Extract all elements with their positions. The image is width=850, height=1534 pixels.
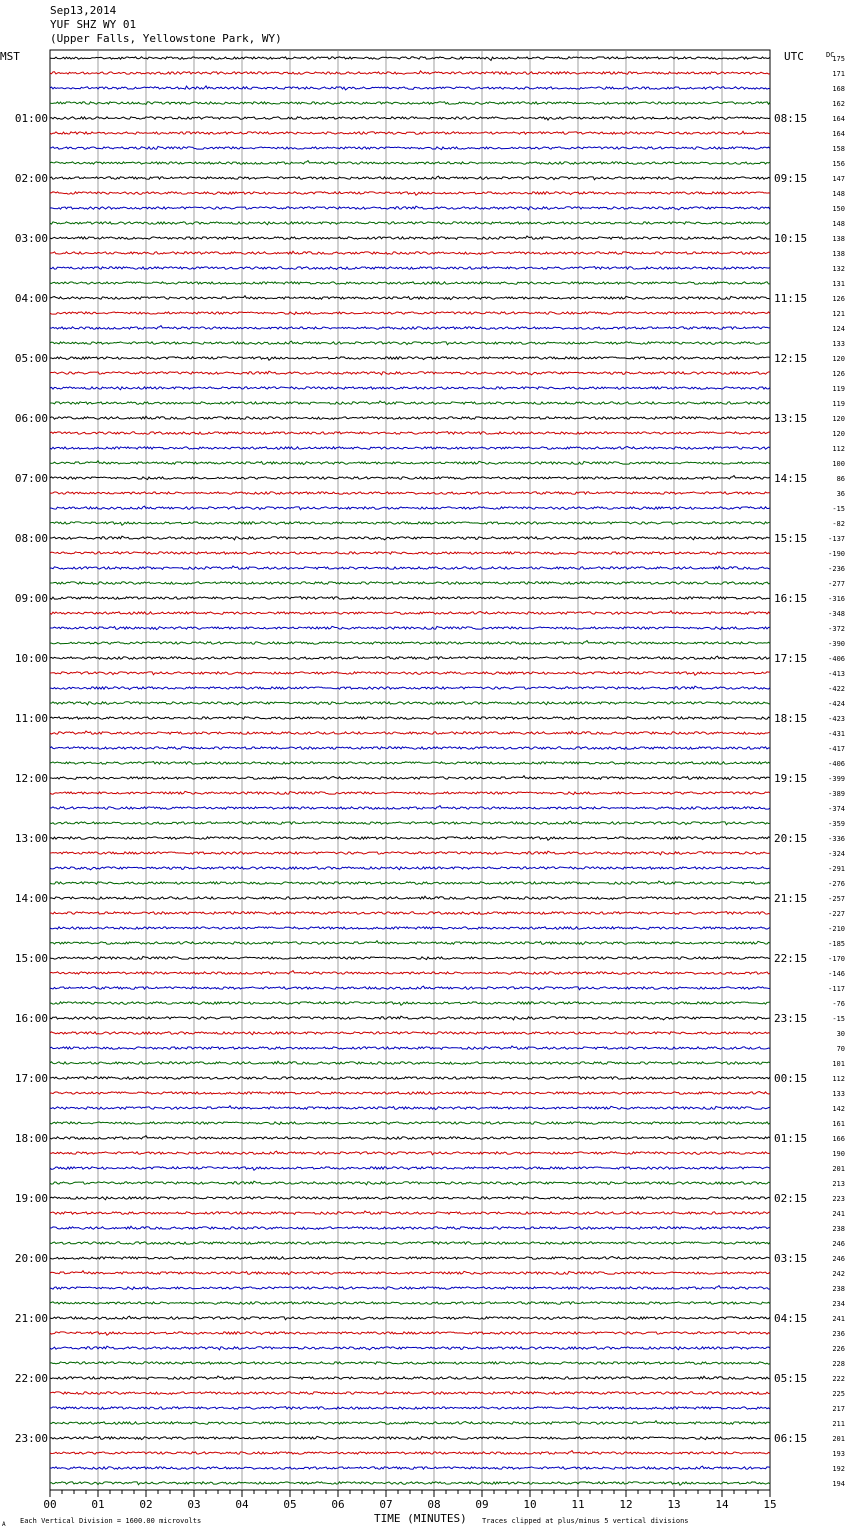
clipping-note: Traces clipped at plus/minus 5 vertical divisions (482, 1517, 689, 1525)
x-tick-label: 06 (331, 1498, 345, 1511)
x-tick-label: 11 (571, 1498, 585, 1511)
right-hour-label: 12:15 (774, 352, 808, 365)
dc-offset-label: 193 (832, 1450, 845, 1458)
dc-offset-label: -146 (828, 970, 845, 978)
seismic-trace (50, 416, 770, 419)
x-tick-label: 10 (523, 1498, 537, 1511)
seismic-trace (50, 86, 770, 90)
seismic-trace (50, 702, 770, 705)
dc-offset-label: 147 (832, 175, 845, 183)
right-hour-label: 05:15 (774, 1372, 808, 1385)
seismic-trace (50, 837, 770, 840)
dc-offset-label: -210 (828, 925, 845, 933)
dc-offset-label: 156 (832, 160, 845, 168)
seismic-trace (50, 1181, 770, 1185)
seismic-trace (50, 1092, 770, 1095)
seismic-trace (50, 1242, 770, 1245)
right-hour-label: 14:15 (774, 472, 808, 485)
seismic-trace (50, 912, 770, 915)
dc-offset-label: 158 (832, 145, 845, 153)
seismic-trace (50, 1046, 770, 1049)
dc-offset-label: 126 (832, 295, 845, 303)
vertical-division-note: Each Vertical Division = 1600.00 microvolts (20, 1517, 202, 1525)
dc-offset-label: -422 (828, 685, 845, 693)
dc-offset-label: -406 (828, 760, 845, 768)
seismic-trace (50, 626, 770, 629)
dc-offset-label: -236 (828, 565, 845, 573)
right-hour-label: 13:15 (774, 412, 808, 425)
right-hour-label: 01:15 (774, 1132, 808, 1145)
dc-offset-label: -190 (828, 550, 845, 558)
left-hour-label: 05:00 (14, 352, 48, 365)
dc-offset-label: 238 (832, 1285, 845, 1293)
dc-offset-label: -389 (828, 790, 845, 798)
seismic-trace (50, 971, 770, 975)
left-timezone-label: MST (0, 50, 20, 63)
seismic-trace (50, 401, 770, 404)
dc-offset-label: 132 (832, 265, 845, 273)
seismic-trace (50, 672, 770, 675)
seismic-trace (50, 371, 770, 375)
dc-offset-label: 119 (832, 385, 845, 393)
right-hour-label: 00:15 (774, 1072, 808, 1085)
dc-header-label: DC (826, 51, 835, 59)
dc-offset-label: 164 (832, 130, 845, 138)
dc-offset-label: 241 (832, 1315, 845, 1323)
x-tick-label: 04 (235, 1498, 249, 1511)
dc-offset-label: 226 (832, 1345, 845, 1353)
seismic-trace (50, 267, 770, 270)
left-hour-label: 14:00 (14, 892, 48, 905)
dc-offset-label: 211 (832, 1420, 845, 1428)
seismic-trace (50, 791, 770, 794)
left-hour-label: 23:00 (14, 1432, 48, 1445)
dc-offset-label: 148 (832, 190, 845, 198)
seismic-trace (50, 492, 770, 494)
plot-date: Sep13,2014 (50, 4, 117, 17)
dc-offset-label: -15 (832, 1015, 845, 1023)
left-hour-label: 02:00 (14, 172, 48, 185)
seismic-trace (50, 806, 770, 810)
dc-offset-label: 131 (832, 280, 845, 288)
dc-offset-label: 213 (832, 1180, 845, 1188)
seismic-trace (50, 71, 770, 74)
dc-offset-label: 70 (836, 1045, 845, 1053)
x-tick-label: 13 (667, 1498, 681, 1511)
x-tick-label: 07 (379, 1498, 393, 1511)
dc-offset-label: -424 (828, 700, 845, 708)
seismic-trace (50, 1077, 770, 1080)
left-hour-label: 21:00 (14, 1312, 48, 1325)
right-hour-label: 23:15 (774, 1012, 808, 1025)
dc-offset-label: -137 (828, 535, 845, 543)
seismic-trace (50, 1451, 770, 1455)
x-tick-label: 01 (91, 1498, 105, 1511)
dc-offset-label: -15 (832, 505, 845, 513)
seismic-trace (50, 1106, 770, 1110)
dc-offset-label: 168 (832, 85, 845, 93)
left-hour-label: 01:00 (14, 112, 48, 125)
left-hour-label: 13:00 (14, 832, 48, 845)
seismic-trace (50, 357, 770, 360)
seismic-trace (50, 1302, 770, 1304)
seismic-trace (50, 1122, 770, 1125)
seismic-trace (50, 941, 770, 945)
dc-offset-label: 142 (832, 1105, 845, 1113)
right-hour-label: 16:15 (774, 592, 808, 605)
seismic-trace (50, 57, 770, 61)
right-hour-label: 10:15 (774, 232, 808, 245)
seismic-trace (50, 641, 770, 645)
dc-offset-label: 238 (832, 1225, 845, 1233)
left-hour-label: 08:00 (14, 532, 48, 545)
seismic-trace (50, 656, 770, 659)
right-hour-label: 18:15 (774, 712, 808, 725)
seismic-trace (50, 476, 770, 480)
left-hour-label: 18:00 (14, 1132, 48, 1145)
right-timezone-label: UTC (784, 50, 804, 63)
x-tick-label: 05 (283, 1498, 297, 1511)
dc-offset-label: 171 (832, 70, 845, 78)
seismic-trace (50, 1392, 770, 1395)
dc-offset-label: 242 (832, 1270, 845, 1278)
seismic-trace (50, 1466, 770, 1469)
dc-offset-label: -76 (832, 1000, 845, 1008)
seismic-trace (50, 312, 770, 315)
seismic-trace (50, 1271, 770, 1275)
seismic-trace (50, 1226, 770, 1229)
dc-offset-label: -399 (828, 775, 845, 783)
station-location: (Upper Falls, Yellowstone Park, WY) (50, 32, 282, 45)
dc-offset-label: 36 (836, 490, 845, 498)
dc-offset-label: 30 (836, 1030, 845, 1038)
seismic-trace (50, 927, 770, 930)
dc-offset-label: 101 (832, 1060, 845, 1068)
left-hour-label: 09:00 (14, 592, 48, 605)
right-hour-label: 15:15 (774, 532, 808, 545)
seismic-trace (50, 881, 770, 884)
dc-offset-label: 126 (832, 370, 845, 378)
left-hour-label: 11:00 (14, 712, 48, 725)
seismic-trace (50, 1332, 770, 1335)
seismic-trace (50, 236, 770, 239)
seismic-trace (50, 762, 770, 765)
dc-offset-label: 112 (832, 445, 845, 453)
plot-frame (50, 50, 770, 1490)
dc-offset-label: -170 (828, 955, 845, 963)
seismic-trace (50, 1407, 770, 1410)
seismic-trace (50, 1316, 770, 1320)
dc-offset-label: 119 (832, 400, 845, 408)
dc-offset-label: 225 (832, 1390, 845, 1398)
left-hour-label: 15:00 (14, 952, 48, 965)
dc-offset-label: 121 (832, 310, 845, 318)
x-tick-label: 12 (619, 1498, 633, 1511)
dc-offset-label: -324 (828, 850, 845, 858)
right-hour-label: 04:15 (774, 1312, 808, 1325)
left-hour-label: 22:00 (14, 1372, 48, 1385)
seismic-trace (50, 717, 770, 720)
corner-mark: A (2, 1521, 6, 1528)
seismic-trace (50, 686, 770, 689)
dc-offset-label: 120 (832, 355, 845, 363)
seismic-trace (50, 447, 770, 450)
dc-offset-label: 201 (832, 1435, 845, 1443)
x-axis-title: TIME (MINUTES) (374, 1512, 467, 1525)
dc-offset-label: 148 (832, 220, 845, 228)
x-tick-label: 08 (427, 1498, 441, 1511)
seismic-trace (50, 1032, 770, 1035)
right-hour-label: 20:15 (774, 832, 808, 845)
dc-offset-label: 241 (832, 1210, 845, 1218)
dc-offset-label: -336 (828, 835, 845, 843)
seismic-trace (50, 1257, 770, 1260)
seismic-trace (50, 131, 770, 134)
left-hour-label: 07:00 (14, 472, 48, 485)
seismic-trace (50, 296, 770, 300)
seismic-trace (50, 432, 770, 435)
left-hour-label: 06:00 (14, 412, 48, 425)
right-hour-label: 09:15 (774, 172, 808, 185)
x-tick-label: 09 (475, 1498, 489, 1511)
dc-offset-label: 234 (832, 1300, 845, 1308)
seismic-trace (50, 206, 770, 210)
seismic-trace (50, 552, 770, 554)
seismic-trace (50, 821, 770, 825)
seismic-trace (50, 1151, 770, 1155)
seismic-trace (50, 522, 770, 525)
dc-offset-label: -431 (828, 730, 845, 738)
dc-offset-label: 175 (832, 55, 845, 63)
seismic-trace (50, 251, 770, 254)
dc-offset-label: 246 (832, 1255, 845, 1263)
dc-offset-label: 100 (832, 460, 845, 468)
seismic-trace (50, 1376, 770, 1379)
right-hour-label: 17:15 (774, 652, 808, 665)
seismic-trace (50, 1482, 770, 1485)
dc-offset-label: -316 (828, 595, 845, 603)
dc-offset-label: 192 (832, 1465, 845, 1473)
dc-offset-label: 86 (836, 475, 845, 483)
left-hour-label: 19:00 (14, 1192, 48, 1205)
dc-offset-label: -390 (828, 640, 845, 648)
seismic-trace (50, 117, 770, 120)
seismic-trace (50, 1197, 770, 1200)
seismic-trace (50, 282, 770, 285)
dc-offset-label: 112 (832, 1075, 845, 1083)
dc-offset-label: 236 (832, 1330, 845, 1338)
dc-offset-label: -185 (828, 940, 845, 948)
right-hour-label: 03:15 (774, 1252, 808, 1265)
dc-offset-label: 138 (832, 250, 845, 258)
dc-offset-label: -291 (828, 865, 845, 873)
station-code: YUF SHZ WY 01 (50, 18, 137, 31)
seismic-trace (50, 461, 770, 465)
right-hour-label: 11:15 (774, 292, 808, 305)
dc-offset-label: -227 (828, 910, 845, 918)
x-tick-label: 00 (43, 1498, 57, 1511)
dc-offset-label: -406 (828, 655, 845, 663)
seismic-trace (50, 1346, 770, 1350)
dc-offset-label: 222 (832, 1375, 845, 1383)
seismic-trace (50, 597, 770, 600)
dc-offset-label: 164 (832, 115, 845, 123)
dc-offset-label: -276 (828, 880, 845, 888)
seismic-trace (50, 176, 770, 180)
dc-offset-label: 228 (832, 1360, 845, 1368)
seismic-trace (50, 1061, 770, 1064)
right-hour-label: 22:15 (774, 952, 808, 965)
seismic-trace (50, 1362, 770, 1364)
dc-offset-label: -417 (828, 745, 845, 753)
dc-offset-label: -117 (828, 985, 845, 993)
x-tick-label: 02 (139, 1498, 153, 1511)
left-hour-label: 12:00 (14, 772, 48, 785)
dc-offset-label: -374 (828, 805, 845, 813)
seismic-trace (50, 896, 770, 899)
left-hour-label: 20:00 (14, 1252, 48, 1265)
x-tick-label: 03 (187, 1498, 201, 1511)
x-tick-label: 14 (715, 1498, 729, 1511)
seismic-trace (50, 1002, 770, 1005)
seismic-trace (50, 102, 770, 105)
dc-offset-label: -82 (832, 520, 845, 528)
seismic-trace (50, 1436, 770, 1439)
right-hour-label: 19:15 (774, 772, 808, 785)
seismic-trace (50, 146, 770, 149)
dc-offset-label: 246 (832, 1240, 845, 1248)
seismic-trace (50, 161, 770, 165)
dc-offset-label: -372 (828, 625, 845, 633)
dc-offset-label: 150 (832, 205, 845, 213)
seismic-trace (50, 776, 770, 780)
seismic-trace (50, 506, 770, 510)
seismic-trace (50, 851, 770, 855)
dc-offset-label: -277 (828, 580, 845, 588)
dc-offset-label: 162 (832, 100, 845, 108)
seismic-trace (50, 582, 770, 585)
seismic-trace (50, 326, 770, 330)
right-hour-label: 02:15 (774, 1192, 808, 1205)
dc-offset-label: 190 (832, 1150, 845, 1158)
seismic-trace (50, 387, 770, 390)
dc-offset-label: 194 (832, 1480, 845, 1488)
seismic-trace (50, 747, 770, 750)
left-hour-label: 03:00 (14, 232, 48, 245)
dc-offset-label: -359 (828, 820, 845, 828)
dc-offset-label: 120 (832, 430, 845, 438)
seismic-trace (50, 222, 770, 225)
right-hour-label: 06:15 (774, 1432, 808, 1445)
dc-offset-label: 133 (832, 340, 845, 348)
dc-offset-label: 120 (832, 415, 845, 423)
seismic-trace (50, 1421, 770, 1425)
dc-offset-label: 223 (832, 1195, 845, 1203)
left-hour-label: 16:00 (14, 1012, 48, 1025)
seismic-trace (50, 1016, 770, 1020)
seismic-trace (50, 731, 770, 734)
dc-offset-label: -413 (828, 670, 845, 678)
dc-offset-label: 201 (832, 1165, 845, 1173)
right-hour-label: 21:15 (774, 892, 808, 905)
dc-offset-label: -423 (828, 715, 845, 723)
dc-offset-label: -257 (828, 895, 845, 903)
dc-offset-label: -348 (828, 610, 845, 618)
right-hour-label: 08:15 (774, 112, 808, 125)
left-hour-label: 04:00 (14, 292, 48, 305)
seismic-trace (50, 536, 770, 540)
dc-offset-label: 138 (832, 235, 845, 243)
seismic-trace (50, 867, 770, 870)
seismic-trace (50, 956, 770, 959)
seismic-trace (50, 1211, 770, 1214)
seismic-trace (50, 1136, 770, 1140)
seismic-trace (50, 986, 770, 990)
dc-offset-label: 166 (832, 1135, 845, 1143)
seismic-trace (50, 566, 770, 569)
seismic-trace (50, 611, 770, 615)
seismic-trace (50, 1167, 770, 1170)
left-hour-label: 10:00 (14, 652, 48, 665)
seismic-trace (50, 341, 770, 345)
left-hour-label: 17:00 (14, 1072, 48, 1085)
dc-offset-label: 133 (832, 1090, 845, 1098)
x-tick-label: 15 (763, 1498, 777, 1511)
seismic-trace (50, 192, 770, 195)
dc-offset-label: 217 (832, 1405, 845, 1413)
dc-offset-label: 161 (832, 1120, 845, 1128)
dc-offset-label: 124 (832, 325, 845, 333)
seismic-trace (50, 1286, 770, 1290)
